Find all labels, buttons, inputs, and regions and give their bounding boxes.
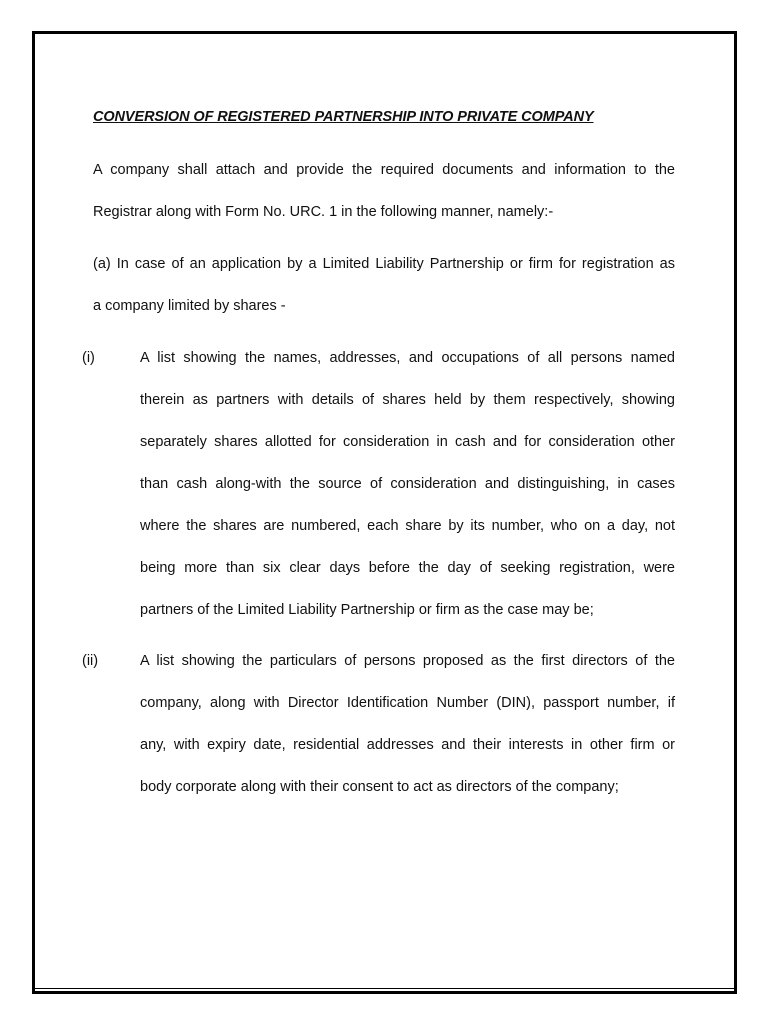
page-border-bottom-rule bbox=[35, 988, 734, 989]
clause-a-paragraph bbox=[93, 243, 675, 327]
item-ii-line: body corporate along with their consent to act as directors of the company; bbox=[140, 779, 619, 795]
item-i-text bbox=[140, 337, 675, 631]
clause-a-line: a company limited by shares - bbox=[93, 298, 286, 314]
item-i-line: separately shares allotted for consideration in cash and for consideration other bbox=[140, 434, 675, 450]
intro-line: Registrar along with Form No. URC. 1 in the following manner, namely:- bbox=[93, 204, 554, 220]
item-i-line: being more than six clear days before the day of seeking registration, were bbox=[140, 560, 675, 576]
item-i-line: partners of the Limited Liability Partnership or firm as the case may be; bbox=[140, 602, 594, 618]
item-i-line: than cash along-with the source of consideration and distinguishing, in cases bbox=[140, 476, 675, 492]
item-ii-line: A list showing the particulars of persons proposed as the first directors of the bbox=[140, 653, 675, 669]
item-ii-text bbox=[140, 640, 675, 808]
intro-paragraph bbox=[93, 149, 675, 233]
item-number-ii: (ii) bbox=[82, 653, 99, 669]
intro-line: A company shall attach and provide the required documents and information to the bbox=[93, 162, 675, 178]
item-i-line: A list showing the names, addresses, and occupations of all persons named bbox=[140, 350, 675, 366]
clause-a-line: (a) In case of an application by a Limited Liability Partnership or firm for registration as bbox=[93, 256, 675, 272]
item-number-i: (i) bbox=[82, 350, 95, 366]
item-i-line: where the shares are numbered, each share by its number, who on a day, not bbox=[140, 518, 675, 534]
item-ii-line: company, along with Director Identification Number (DIN), passport number, if bbox=[140, 695, 675, 711]
document-title: CONVERSION OF REGISTERED PARTNERSHIP INTO PRIVATE COMPANY bbox=[93, 109, 594, 125]
item-i-line: therein as partners with details of shares held by them respectively, showing bbox=[140, 392, 675, 408]
item-ii-line: any, with expiry date, residential addresses and their interests in other firm or bbox=[140, 737, 675, 753]
